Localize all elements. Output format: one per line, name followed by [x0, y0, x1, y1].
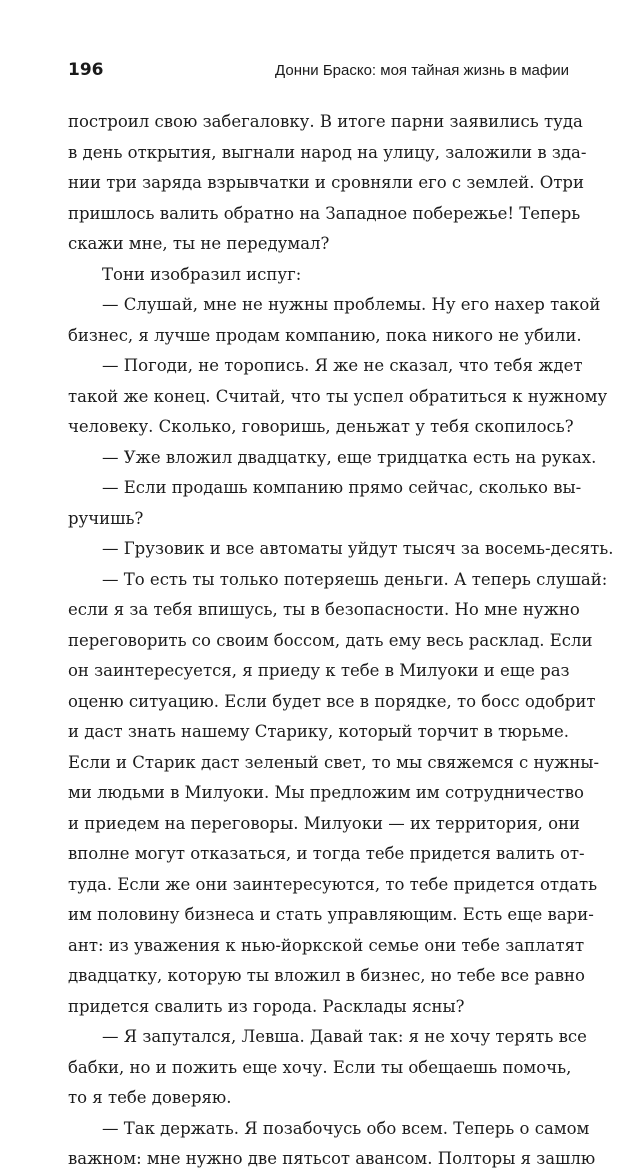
text-line: переговорить со своим боссом, дать ему весь расклад. Если [68, 630, 593, 650]
text-line: построил свою забегаловку. В итоге парни заявились туда [68, 112, 583, 131]
text-line: и приедем на переговоры. Милуоки — их территория, они [68, 813, 581, 833]
text-line: им половину бизнеса и стать управляющим. Есть еще вари- [68, 905, 594, 924]
text-line: ант: из уважения к нью-йоркской семье они тебе заплатят [68, 935, 585, 955]
text-line: оценю ситуацию. Если будет все в порядке, то босс одобрит [68, 691, 596, 711]
text-line: такой же конец. Считай, что ты успел обратиться к нужному [68, 386, 608, 406]
body-text [68, 107, 614, 1175]
text-line: то я тебе доверяю. [68, 1088, 232, 1107]
text-line: — Слушай, мне не нужны проблемы. Ну его нахер такой [102, 295, 601, 314]
running-title: Донни Браско: моя тайная жизнь в мафии [275, 62, 569, 79]
text-line: — Погоди, не торопись. Я же не сказал, что тебя ждет [102, 356, 583, 375]
text-line: ручишь? [68, 508, 144, 528]
text-line: если я за тебя впишусь, ты в безопасности. Но мне нужно [68, 600, 580, 619]
text-line: скажи мне, ты не передумал? [68, 234, 330, 253]
text-line: Тони изобразил испуг: [102, 264, 302, 284]
text-line: придется свалить из города. Расклады ясны? [68, 996, 465, 1016]
text-line: двадцатку, которую ты вложил в бизнес, но тебе все равно [68, 966, 585, 985]
text-line: — Грузовик и все автоматы уйдут тысяч за восемь-десять. [102, 539, 614, 558]
page-number: 196 [68, 60, 104, 80]
text-line: человеку. Сколько, говоришь, деньжат у тебя скопилось? [68, 417, 574, 436]
text-line: — То есть ты только потеряешь деньги. А теперь слушай: [102, 569, 608, 589]
text-line: и даст знать нашему Старику, который торчит в тюрьме. [68, 722, 569, 741]
text-line: Если и Старик даст зеленый свет, то мы свяжемся с нужны- [68, 752, 600, 772]
page-header [68, 60, 569, 84]
text-line: — Так держать. Я позабочусь обо всем. Теперь о самом [102, 1118, 590, 1138]
text-line: бизнес, я лучше продам компанию, пока никого не убили. [68, 325, 582, 345]
text-line: нии три заряда взрывчатки и сровняли его с землей. Отри [68, 173, 584, 192]
text-line: в день открытия, выгнали народ на улицу, заложили в зда- [68, 142, 587, 162]
text-line: он заинтересуется, я приеду к тебе в Милуоки и еще раз [68, 661, 570, 680]
text-line: важном: мне нужно две пятьсот авансом. Полторы я зашлю [68, 1149, 596, 1168]
text-line: — Если продашь компанию прямо сейчас, сколько вы- [102, 478, 582, 497]
text-line: ми людьми в Милуоки. Мы предложим им сотрудничество [68, 783, 584, 802]
text-line: туда. Если же они заинтересуются, то тебе придется отдать [68, 874, 598, 894]
text-line: бабки, но и пожить еще хочу. Если ты обещаешь помочь, [68, 1057, 572, 1077]
text-line: вполне могут отказаться, и тогда тебе придется валить от- [68, 844, 585, 863]
text-line: — Уже вложил двадцатку, еще тридцатка есть на руках. [102, 447, 597, 467]
text-line: пришлось валить обратно на Западное побережье! Теперь [68, 203, 581, 223]
text-line: — Я запутался, Левша. Давай так: я не хочу терять все [102, 1027, 587, 1046]
